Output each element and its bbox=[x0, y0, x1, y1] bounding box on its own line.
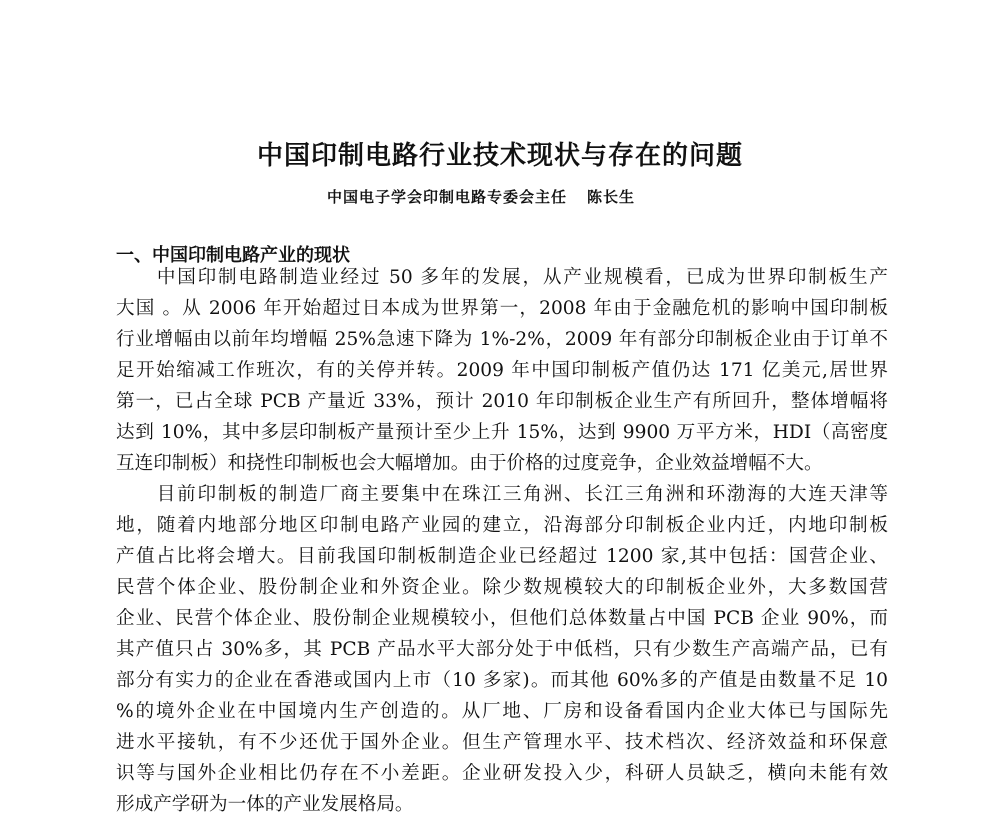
text-line: 进水平接轨，有不少还优于国外企业。但生产管理水平、技术档次、经济效益和环保意 bbox=[116, 732, 888, 753]
author-name: 陈长生 bbox=[587, 188, 636, 206]
section-heading: 一、中国印制电路产业的现状 bbox=[116, 245, 350, 266]
text-line: 产值占比将会增大。目前我国印制板制造企业已经超过 1200 家,其中包括：国营企业、 bbox=[116, 546, 888, 567]
author-position: 中国电子学会印制电路专委会主任 bbox=[327, 188, 568, 206]
text-line: 第一，已占全球 PCB 产量近 33%，预计 2010 年印制板企业生产有所回升，整体增幅将 bbox=[116, 391, 888, 412]
text-line: 企业、民营个体企业、股份制企业规模较小，但他们总体数量占中国 PCB 企业 90%，而 bbox=[116, 608, 888, 629]
text-line: 地，随着内地部分地区印制电路产业园的建立，沿海部分印制板企业内迁，内地印制板 bbox=[116, 515, 888, 536]
author-line bbox=[327, 186, 635, 207]
text-line: 足开始缩减工作班次，有的关停并转。2009 年中国印制板产值仍达 171 亿美元,居世界 bbox=[116, 360, 888, 381]
text-line: 行业增幅由以前年均增幅 25%急速下降为 1%-2%，2009 年有部分印制板企业由于订单不 bbox=[116, 329, 888, 350]
text-line: 目前印制板的制造厂商主要集中在珠江三角洲、长江三角洲和环渤海的大连天津等 bbox=[116, 484, 888, 505]
text-line: 互连印制板）和挠性印制板也会大幅增加。由于价格的过度竞争，企业效益增幅不大。 bbox=[116, 453, 823, 474]
text-line: 大国 。从 2006 年开始超过日本成为世界第一，2008 年由于金融危机的影响中国印制板 bbox=[116, 298, 888, 319]
text-line: 达到 10%，其中多层印制板产量预计至少上升 15%，达到 9900 万平方米，HDI（高密度 bbox=[116, 422, 888, 443]
body-text bbox=[116, 262, 888, 820]
text-line: 民营个体企业、股份制企业和外资企业。除少数规模较大的印制板企业外，大多数国营 bbox=[116, 577, 888, 598]
text-line: 识等与国外企业相比仍存在不小差距。企业研发投入少，科研人员缺乏，横向未能有效 bbox=[116, 763, 888, 784]
page-title: 中国印制电路行业技术现状与存在的问题 bbox=[256, 141, 743, 171]
text-line: %的境外企业在中国境内生产创造的。从厂地、厂房和设备看国内企业大体已与国际先 bbox=[116, 701, 888, 722]
text-line: 部分有实力的企业在香港或国内上市（10 多家)。而其他 60%多的产值是由数量不足 10 bbox=[116, 670, 888, 691]
text-line: 其产值只占 30%多，其 PCB 产品水平大部分处于中低档，只有少数生产高端产品，已有 bbox=[116, 639, 888, 660]
text-line: 形成产学研为一体的产业发展格局。 bbox=[116, 794, 414, 815]
text-line: 中国印制电路制造业经过 50 多年的发展，从产业规模看，已成为世界印制板生产 bbox=[116, 267, 888, 288]
